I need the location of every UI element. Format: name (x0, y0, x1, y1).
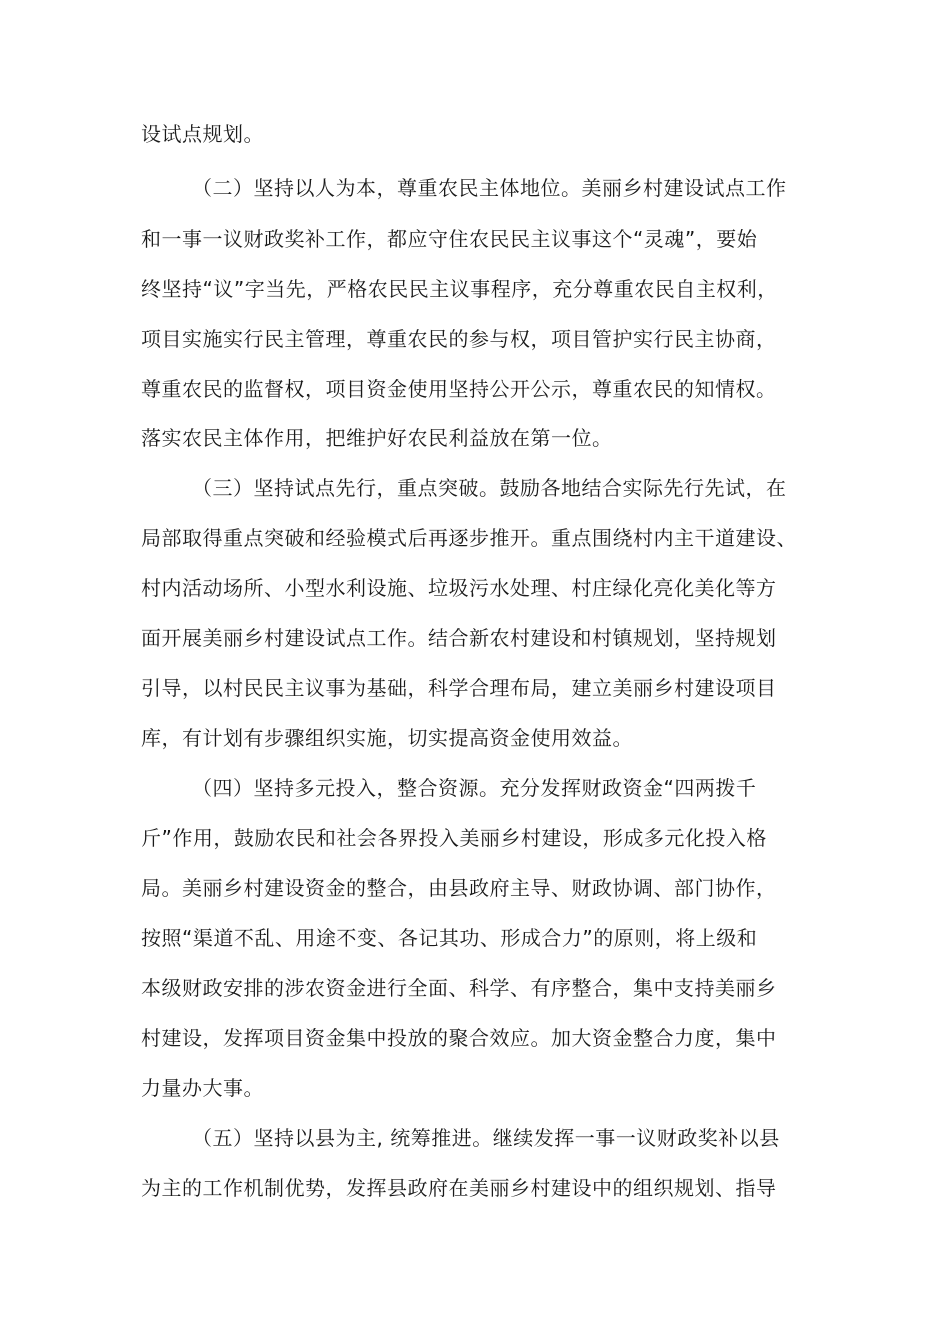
text-line-20: 力量办大事。 (141, 1076, 264, 1100)
text-line-17: 按照“渠道不乱、用途不变、各记其功、形成合力”的原则，将上级和 (141, 926, 758, 950)
text-line-7: 落实农民主体作用，把维护好农民利益放在第一位。 (141, 426, 613, 450)
text-line-1: 设试点规划。 (141, 122, 264, 146)
section-5-heading-line: （五）坚持以县为主, 统筹推进。继续发挥一事一议财政奖补以县 (192, 1126, 780, 1150)
text-line-3: 和一事一议财政奖补工作，都应守住农民民主议事这个“灵魂”，要始 (141, 227, 758, 251)
text-line-9: 局部取得重点突破和经验模式后再逐步推开。重点围绕村内主干道建设、 (141, 526, 797, 550)
text-line-12: 引导，以村民民主议事为基础，科学合理布局，建立美丽乡村建设项目 (141, 676, 777, 700)
text-line-15: 斤”作用，鼓励农民和社会各界投入美丽乡村建设，形成多元化投入格 (141, 826, 767, 850)
text-line-4: 终坚持“议”字当先，严格农民民主议事程序，充分尊重农民自主权利， (141, 277, 778, 301)
text-line-16: 局。美丽乡村建设资金的整合，由县政府主导、财政协调、部门协作， (141, 876, 777, 900)
section-2-heading-line: （二）坚持以人为本，尊重农民主体地位。美丽乡村建设试点工作 (192, 176, 787, 200)
text-line-18: 本级财政安排的涉农资金进行全面、科学、有序整合，集中支持美丽乡 (141, 976, 777, 1000)
text-line-11: 面开展美丽乡村建设试点工作。结合新农村建设和村镇规划，坚持规划 (141, 626, 777, 650)
text-line-22: 为主的工作机制优势，发挥县政府在美丽乡村建设中的组织规划、指导 (141, 1176, 777, 1200)
text-line-10: 村内活动场所、小型水利设施、垃圾污水处理、村庄绿化亮化美化等方 (141, 576, 777, 600)
text-line-5: 项目实施实行民主管理，尊重农民的参与权，项目管护实行民主协商， (141, 327, 777, 351)
text-line-13: 库，有计划有步骤组织实施，切实提高资金使用效益。 (141, 726, 633, 750)
section-4-heading-line: （四）坚持多元投入，整合资源。充分发挥财政资金“四两拨千 (192, 776, 757, 800)
section-3-heading-line: （三）坚持试点先行，重点突破。鼓励各地结合实际先行先试，在 (192, 476, 787, 500)
text-line-19: 村建设，发挥项目资金集中投放的聚合效应。加大资金整合力度，集中 (141, 1026, 777, 1050)
text-line-6: 尊重农民的监督权，项目资金使用坚持公开公示，尊重农民的知情权。 (141, 377, 777, 401)
